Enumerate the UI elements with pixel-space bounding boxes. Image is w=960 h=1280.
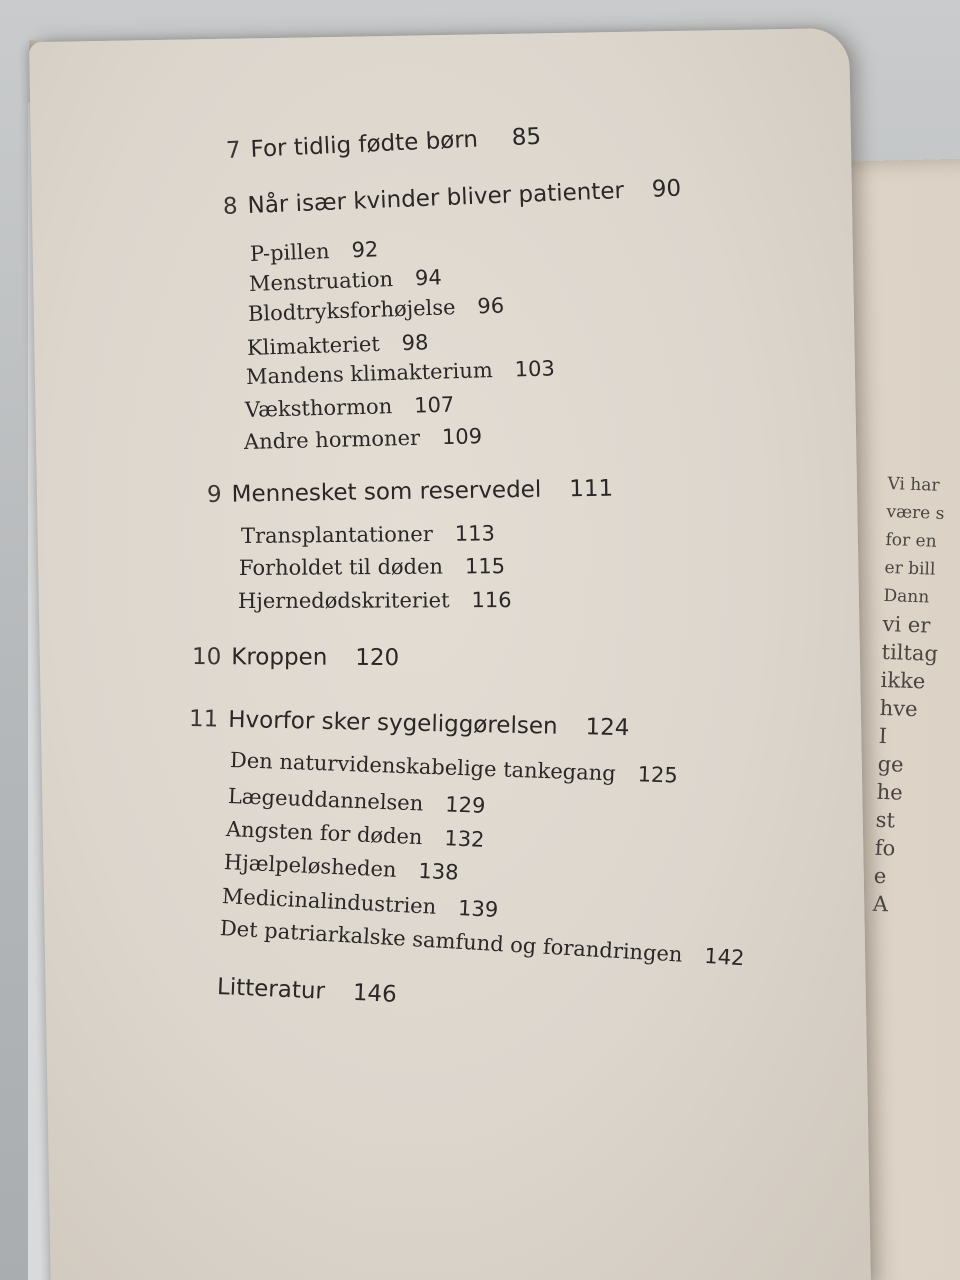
- section-p-pillen: [250, 237, 379, 266]
- section-title: Forholdet til døden: [238, 554, 444, 580]
- chapter-title: Mennesket som reservedel: [231, 476, 542, 508]
- section-transplantationer: [241, 521, 495, 548]
- literature-title: Litteratur: [216, 974, 326, 1005]
- page-number: 132: [443, 826, 485, 852]
- facing-line: er bill: [884, 557, 936, 580]
- section-hjernedodskriteriet: [238, 588, 512, 613]
- page-number: 107: [413, 392, 455, 418]
- literature-entry: [216, 974, 397, 1008]
- section-title: Den naturvidenskabelige tankegang: [229, 748, 617, 786]
- chapter-9: [207, 476, 614, 508]
- section-title: Hjælpeløsheden: [223, 850, 398, 882]
- facing-line: ge: [877, 751, 905, 777]
- facing-line: Vi har: [887, 473, 940, 496]
- page-number: 120: [355, 644, 400, 672]
- chapter-title: Når især kvinder bliver patienter: [247, 177, 625, 220]
- page-number: 139: [457, 895, 499, 922]
- facing-line: vi er: [882, 611, 931, 638]
- page-number: 125: [637, 762, 679, 788]
- section-naturvidenskabelige-tankegang: [230, 748, 679, 788]
- chapter-8: [222, 176, 681, 220]
- page-number: 116: [471, 588, 512, 613]
- page-number: 142: [703, 943, 746, 971]
- page-number: 146: [352, 979, 398, 1008]
- facing-line: hve: [879, 695, 918, 722]
- section-title: Menstruation: [248, 266, 394, 296]
- section-title: Mandens klimakterium: [245, 358, 494, 389]
- facing-line: st: [875, 807, 896, 833]
- section-title: Lægeuddannelsen: [227, 784, 424, 816]
- section-blodtryksforhojelse: [248, 294, 505, 326]
- section-angsten-for-doden: [225, 817, 484, 852]
- section-mandens-klimakterium: [246, 356, 555, 389]
- page-number: 92: [351, 237, 379, 263]
- section-title: Angsten for døden: [225, 817, 423, 850]
- facing-line: tiltag: [881, 639, 939, 666]
- facing-line: A: [872, 891, 889, 917]
- chapter-number: 9: [206, 481, 222, 508]
- chapter-7: [225, 124, 541, 164]
- section-title: Det patriarkalske samfund og forandringen: [219, 916, 684, 967]
- section-title: Væksthormon: [244, 394, 393, 422]
- section-laegeuddannelsen: [228, 784, 486, 818]
- page-number: 138: [417, 858, 460, 885]
- facing-line: I: [878, 723, 888, 749]
- section-hjaelpeloesheden: [223, 850, 459, 885]
- facing-line: Dann: [883, 585, 930, 608]
- page-number: 85: [511, 123, 542, 152]
- facing-line: fo: [874, 835, 896, 861]
- facing-line: e: [873, 863, 887, 889]
- section-title: Transplantationer: [240, 521, 433, 548]
- section-menstruation: [249, 265, 443, 296]
- facing-line: for en: [885, 529, 937, 552]
- page-number: 90: [651, 175, 682, 203]
- chapter-number: 7: [225, 137, 242, 164]
- page-number: 103: [514, 356, 556, 382]
- page-number: 113: [454, 521, 496, 546]
- section-title: Blodtryksforhøjelse: [247, 295, 456, 326]
- facing-line: ikke: [880, 667, 926, 694]
- section-andre-hormoner: [244, 424, 483, 454]
- page-number: 129: [444, 792, 486, 818]
- chapter-title: For tidlig fødte børn: [250, 126, 479, 163]
- section-title: Klimakteriet: [246, 331, 381, 360]
- chapter-10: [192, 644, 399, 671]
- page-number: 109: [441, 424, 483, 450]
- section-patriarkalske-samfund: [219, 916, 745, 970]
- page-number: 124: [585, 714, 630, 742]
- section-title: Andre hormoner: [243, 425, 421, 454]
- page-number: 111: [569, 475, 614, 503]
- page-number: 94: [414, 265, 443, 291]
- chapter-number: 10: [191, 644, 222, 671]
- page-number: 115: [464, 554, 506, 579]
- section-title: Medicinalindustrien: [221, 884, 437, 919]
- chapter-title: Hvorfor sker sygeliggørelsen: [228, 706, 558, 740]
- page-number: 98: [401, 330, 429, 356]
- page-number: 96: [477, 293, 505, 319]
- chapter-title: Kroppen: [231, 644, 328, 671]
- section-vaeksthormon: [245, 393, 455, 422]
- facing-line: være s: [886, 501, 945, 524]
- chapter-number: 11: [188, 706, 219, 733]
- section-title: Hjernedødskriteriet: [237, 588, 450, 613]
- chapter-number: 8: [222, 193, 239, 220]
- facing-line: he: [876, 779, 904, 805]
- section-forholdet-til-doden: [239, 554, 505, 580]
- section-title: P-pillen: [249, 239, 331, 266]
- chapter-11: [189, 706, 630, 741]
- section-klimakteriet: [247, 330, 429, 360]
- section-medicinalindustrien: [221, 884, 498, 922]
